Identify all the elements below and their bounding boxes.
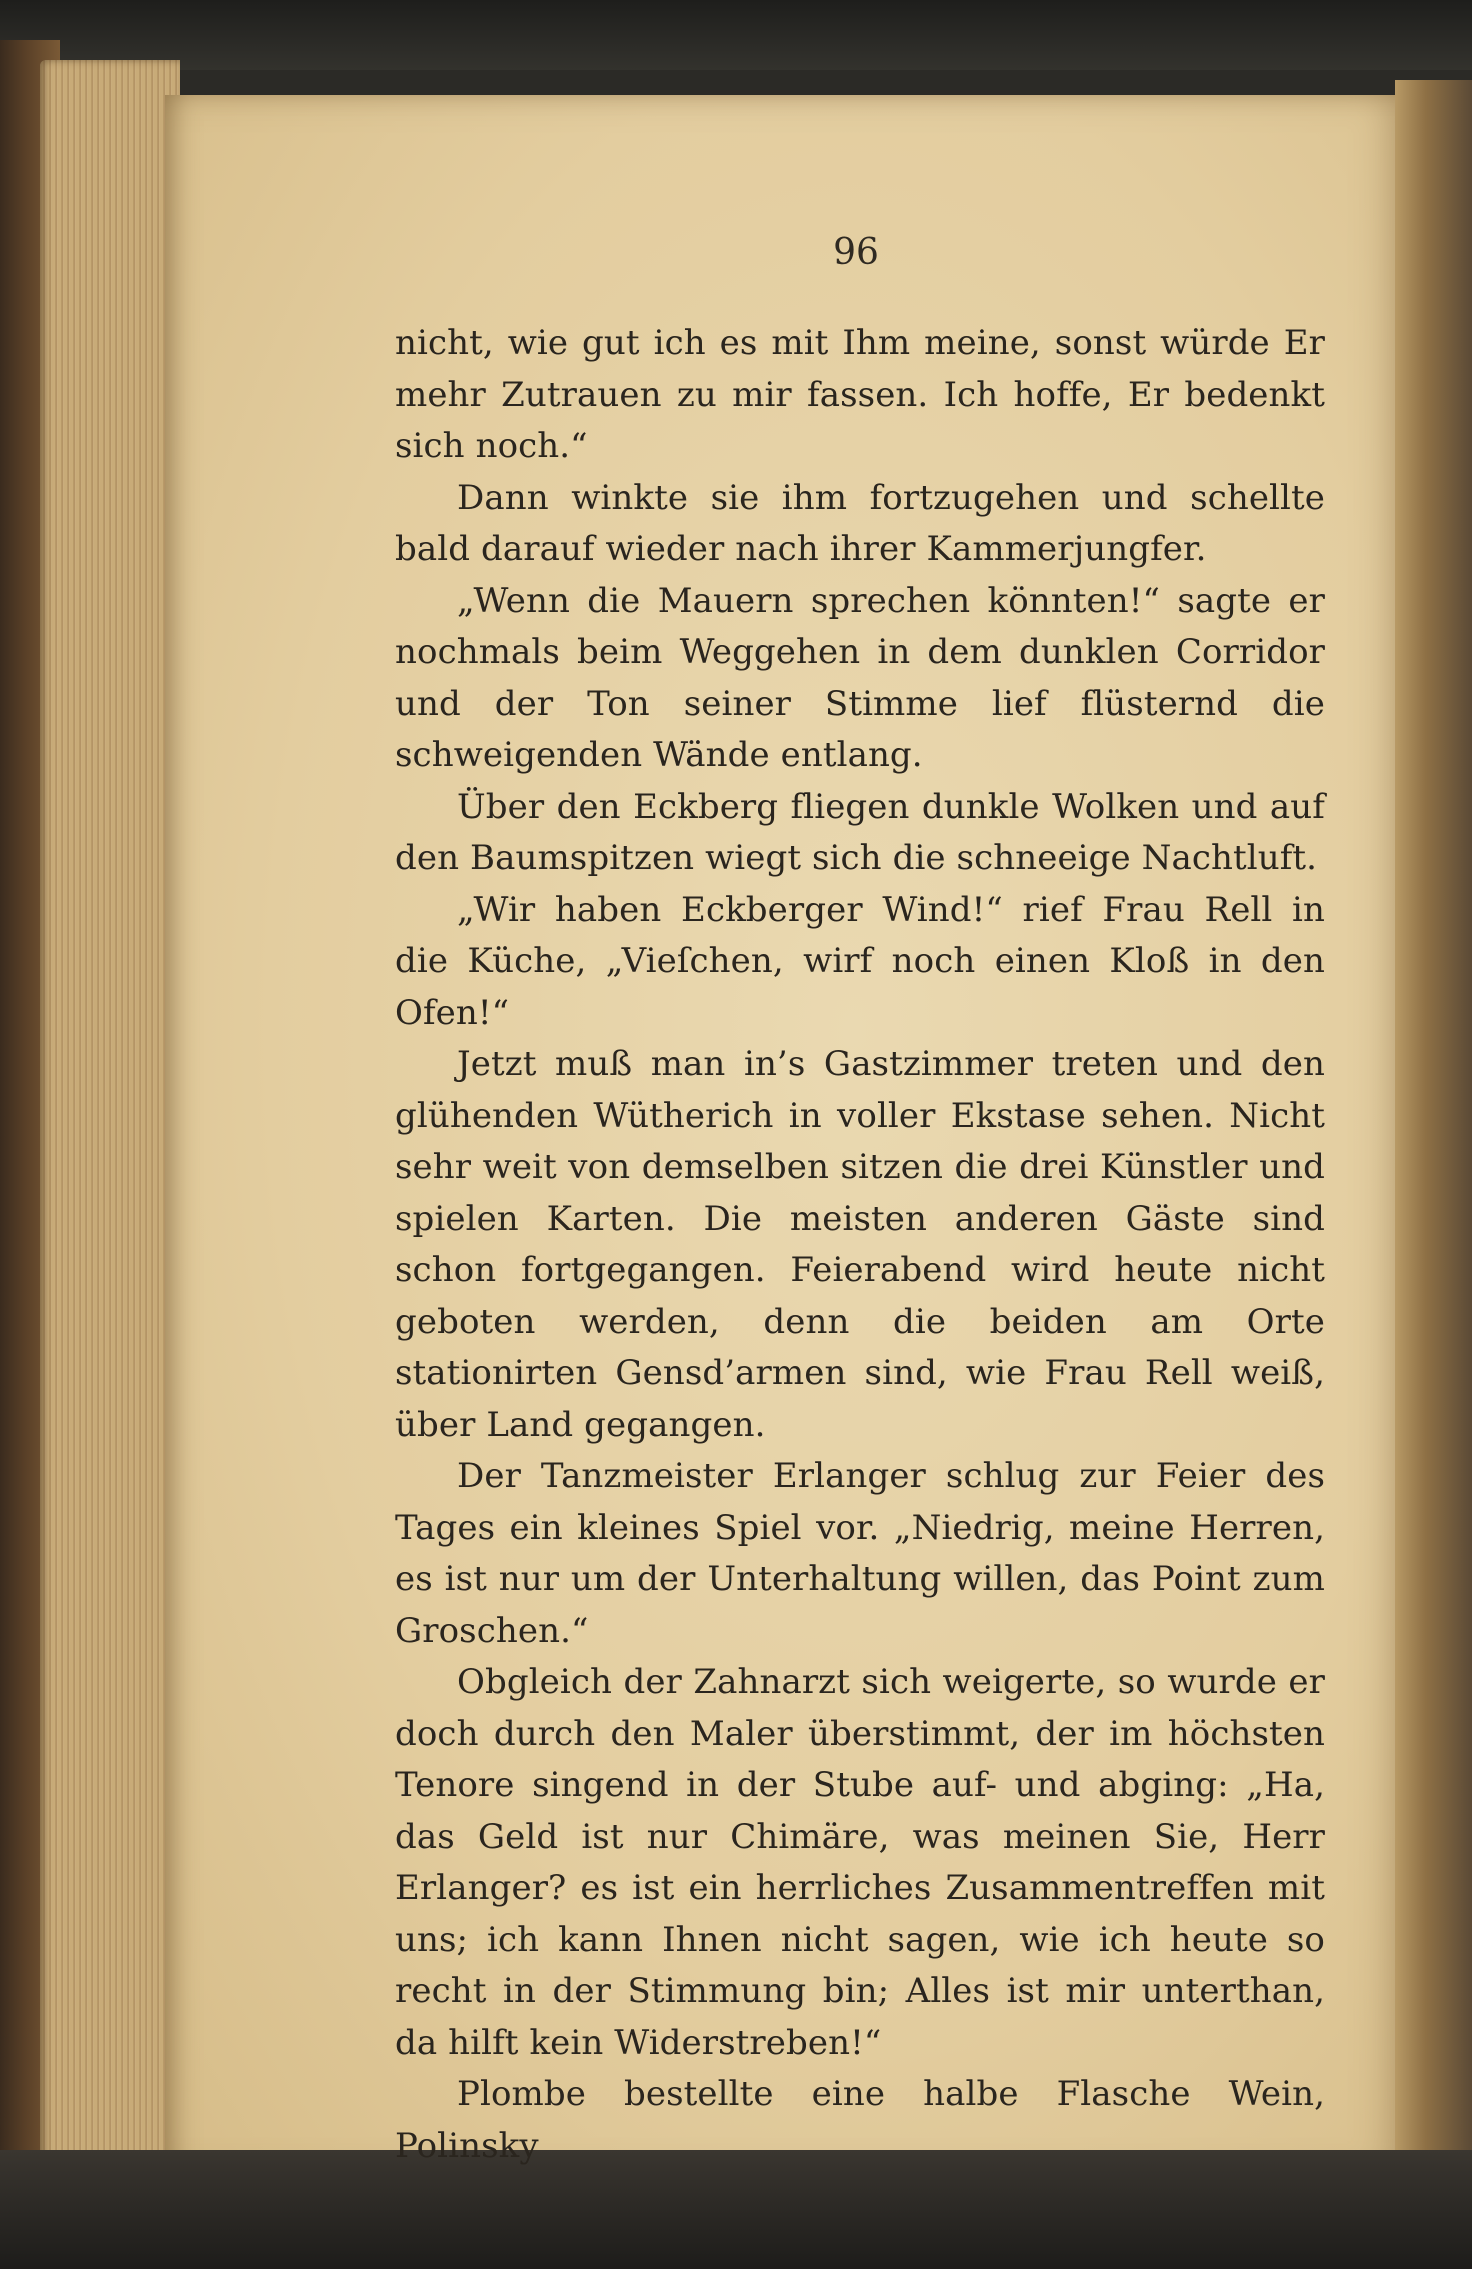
paragraph-8: Obgleich der Zahnarzt sich weigerte, so wurde er doch durch den Maler überstimmt, der im höchsten Tenore singend in der Stube auf- und abging: „Ha, das Geld ist nur Chimäre, was meinen Sie, Herr Erlanger? es ist ein herrliches Zusammentreffen mit uns; ich kann Ihnen nicht sagen, wie ich heute so recht in der Stimmung bin; Alles ist mir unterthan, da hilft kein Widerstreben!“ xyxy=(395,1662,1325,2063)
background-shadow-top xyxy=(0,0,1472,70)
book-gutter xyxy=(1395,80,1472,2180)
paragraph-9: Plombe bestellte eine halbe Flasche Wein, Polinsky xyxy=(395,2074,1325,2166)
paragraph-6: Jetzt muß man in’s Gastzimmer treten und den glühenden Wütherich in voller Ekstase sehen. Nicht sehr weit von demselben sitzen die drei Künstler und spielen Karten. Die meisten anderen Gäste sind schon fortgegangen. Feierabend wird heute nicht geboten werden, denn die beiden am Orte stationirten Gensd’armen sind, wie Frau Rell weiß, über Land gegangen. xyxy=(395,1044,1325,1445)
paragraph-1: nicht, wie gut ich es mit Ihm meine, sonst würde Er mehr Zutrauen zu mir fassen. Ich hoffe, Er bedenkt sich noch.“ xyxy=(395,323,1325,466)
paragraph-5: „Wir haben Eckberger Wind!“ rief Frau Rell in die Küche, „Vieſchen, wirf noch einen Kloß in den Ofen!“ xyxy=(395,889,1325,1033)
page-number: 96 xyxy=(833,232,879,273)
body-text xyxy=(395,318,1325,2172)
paragraph-3: „Wenn die Mauern sprechen könnten!“ sagte er nochmals beim Weggehen in dem dunklen Corridor und der Ton seiner Stimme lief flüsternd die schweigenden Wände entlang. xyxy=(395,580,1325,775)
paragraph-2: Dann winkte sie ihm fortzugehen und schellte bald darauf wieder nach ihrer Kammerjungfer. xyxy=(395,477,1325,569)
paragraph-7: Der Tanzmeister Erlanger schlug zur Feier des Tages ein kleines Spiel vor. „Niedrig, meine Herren, es ist nur um der Unterhaltung willen, das Point zum Groschen.“ xyxy=(395,1456,1325,1651)
page-edges xyxy=(40,60,180,2170)
paragraph-4: Über den Eckberg fliegen dunkle Wolken und auf den Baumspitzen wiegt sich die schneeige Nachtluft. xyxy=(395,786,1325,878)
